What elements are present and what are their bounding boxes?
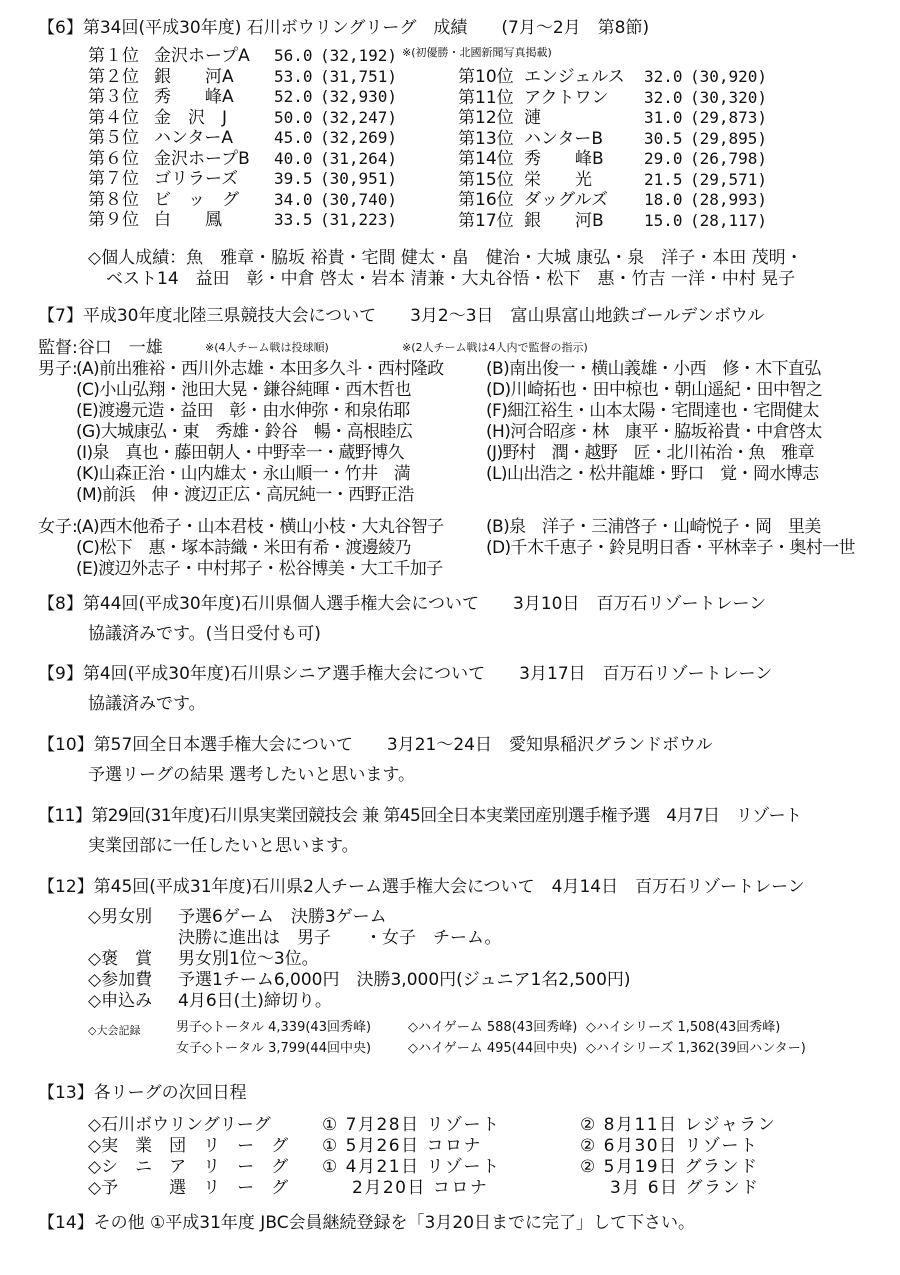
section-6 [0, 18, 900, 290]
record-women-high-series: ◇ハイシリーズ 1,362(39回ハンター) [586, 1041, 806, 1056]
record-men-high-game: ◇ハイゲーム 588(43回秀峰) [408, 1020, 578, 1035]
schedule-second: ② 8月11日 レジャラン [580, 1115, 777, 1135]
team-entry: (A)前出雅裕・西川外志雄・本田多久斗・西村隆政 [76, 359, 444, 379]
standing-team: 銀 河A [154, 66, 234, 87]
standings-left [88, 46, 418, 231]
standing-pins: (30,740) [320, 189, 398, 209]
record-men-high-series: ◇ハイシリーズ 1,508(43回秀峰) [586, 1020, 781, 1035]
standing-team: 金沢ホープB [154, 148, 250, 169]
section-11 [0, 806, 900, 857]
schedule-row [0, 1157, 900, 1178]
section-13-header: 【13】各リーグの次回日程 [38, 1083, 247, 1103]
league-schedule [0, 1115, 900, 1199]
schedule-second: 3月 6日 グランド [610, 1178, 760, 1198]
standing-rank: 第４位 [88, 107, 139, 128]
schedule-row [0, 1136, 900, 1157]
schedule-league: ◇シ ニ ア リ ー グ [88, 1157, 289, 1177]
standing-team: ハンターB [524, 128, 603, 149]
team-entry: (B)南出俊一・横山義雄・小西 修・木下直弘 [486, 359, 821, 379]
standing-row [88, 46, 418, 67]
team-entry: (J)野村 潤・越野 匠・北川祐治・魚 雅章 [486, 443, 815, 463]
standing-rank: 第９位 [88, 210, 139, 230]
standing-rank: 第１位 [88, 46, 139, 66]
team-entry: (K)山森正治・山内雄太・永山順一・竹井 満 [76, 464, 411, 484]
detail-text: 4月6日(土)締切り。 [178, 991, 332, 1011]
section-9-header: 【9】第4回(平成30年度)石川県シニア選手権大会について 3月17日 百万石リゾートレーン [38, 664, 773, 684]
standing-row [88, 108, 418, 129]
team-entry: (D)川崎拓也・田中椋也・朝山遥紀・田中智之 [486, 380, 823, 400]
standing-team: ダッグルズ [524, 190, 608, 210]
men-teams-left [76, 359, 444, 506]
schedule-first: ① 7月28日 リゾート [322, 1115, 501, 1135]
individual-results-line1: ◇個人成績：魚 雅章・脇坂 裕貴・宅間 健太・畠 健治・大城 康弘・泉 洋子・本田 茂明・ [88, 248, 803, 268]
standing-row [458, 129, 788, 150]
director: 監督:谷口 一雄 [38, 338, 163, 358]
section-6-header: 【6】第34回(平成30年度) 石川ボウリングリーグ 成績 (7月～2月 第8節) [38, 18, 650, 38]
section-12-header: 【12】第45回(平成31年度)石川県2人チーム選手権大会について 4月14日 百万石リゾートレーン [38, 877, 805, 897]
standing-rank: 第５位 [88, 128, 139, 148]
standing-score: 18.0 [644, 190, 683, 209]
standing-row [88, 169, 418, 190]
team-entry: (E)渡辺外志子・中村邦子・松谷博美・大工千加子 [76, 559, 443, 579]
team-entry: (M)前浜 伸・渡辺正広・高尻純一・西野正浩 [76, 485, 414, 505]
standing-score: 31.0 [644, 108, 683, 127]
standing-team: 銀 河B [524, 210, 604, 231]
standings-right [458, 67, 788, 231]
standing-score: 15.0 [644, 210, 683, 230]
team-entry: (C)小山弘翔・池田大晃・鎌谷純暉・西木哲也 [76, 380, 411, 400]
detail-label: ◇褒 賞 [88, 949, 153, 969]
record-women-total: 女子◇トータル 3,799(44回中央) [176, 1041, 372, 1056]
team-entry: (L)山出浩之・松井龍雄・野口 覚・岡水博志 [486, 464, 819, 484]
standing-rank: 第８位 [88, 189, 139, 210]
section-7 [0, 306, 900, 581]
standing-pins: (32,247) [320, 107, 398, 127]
standing-rank: 第12位 [458, 108, 514, 128]
team-entry: (G)大城康弘・東 秀雄・鈴谷 暢・高根睦広 [76, 422, 413, 442]
section-12 [0, 877, 900, 1064]
standing-team: 金沢ホープA [154, 46, 250, 66]
standing-score: 45.0 [274, 128, 313, 147]
director-note-1: ※(4人チーム戦は投球順) [205, 341, 329, 354]
team-entry: (H)河合昭彦・林 康平・脇坂裕貴・中倉啓太 [486, 422, 822, 442]
standing-rank: 第17位 [458, 210, 514, 231]
detail-label: ◇男女別 [88, 907, 153, 927]
standing-team: エンジェルス [524, 67, 625, 87]
team-entry: (A)西木他希子・山本君枝・横山小枝・大丸谷智子 [76, 517, 444, 537]
standing-pins: (29,895) [690, 128, 768, 148]
detail-row [0, 928, 900, 949]
standing-score: 34.0 [274, 189, 313, 209]
standing-score: 40.0 [274, 148, 313, 168]
standing-row [88, 149, 418, 170]
team-entry: (E)渡邊元造・益田 彰・由水伸弥・和泉佑耶 [76, 401, 410, 421]
standing-pins: (28,117) [690, 210, 768, 230]
record-women-high-game: ◇ハイゲーム 495(44回中央) [408, 1041, 578, 1056]
standing-row [458, 149, 788, 170]
section-11-header: 【11】第29回(31年度)石川県実業団競技会 兼 第45回全日本実業団産別選手権予選 4月7日 リゾート [38, 806, 802, 826]
standing-rank: 第11位 [458, 87, 514, 108]
standing-rank: 第７位 [88, 169, 139, 189]
standing-score: 52.0 [274, 87, 313, 106]
women-label: 女子: [38, 517, 78, 537]
standing-rank: 第２位 [88, 66, 139, 87]
standing-row [458, 190, 788, 211]
section-11-body: 実業団部に一任したいと思います。 [88, 836, 359, 856]
standing-pins: (31,264) [320, 148, 398, 168]
schedule-first: 2月20日 コロナ [352, 1178, 489, 1198]
section-14-header: 【14】その他 ①平成31年度 JBC会員継続登録を「3月20日までに完了」して下さい。 [38, 1213, 696, 1233]
standing-pins: (31,751) [320, 66, 398, 86]
detail-row [0, 970, 900, 991]
detail-text: 男女別1位～3位。 [178, 949, 319, 969]
standing-pins: (32,192) [320, 46, 398, 65]
team-entry: (I)泉 真也・藤田朝人・中野幸一・蔵野博久 [76, 443, 405, 463]
section-9-body: 協議済みです。 [88, 694, 206, 714]
standing-row [88, 87, 418, 108]
section-10-body: 予選リーグの結果 選考したいと思います。 [88, 765, 416, 785]
standing-score: 56.0 [274, 46, 313, 65]
schedule-first: ① 4月21日 リゾート [322, 1157, 501, 1177]
standing-pins: (30,951) [320, 169, 398, 188]
standing-row [458, 108, 788, 129]
standing-team: ゴリラーズ [154, 169, 239, 189]
standing-team: アクトワン [524, 87, 609, 108]
schedule-first: ① 5月26日 コロナ [322, 1136, 482, 1156]
standing-rank: 第16位 [458, 190, 514, 210]
standing-pins: (32,930) [320, 87, 398, 106]
standing-rank: 第６位 [88, 148, 139, 169]
detail-row [0, 949, 900, 970]
standing-pins: (26,798) [690, 149, 768, 168]
standing-pins: (32,269) [320, 128, 398, 147]
section-8 [0, 594, 900, 645]
schedule-league: ◇実 業 団 リ ー グ [88, 1136, 289, 1156]
standing-pins: (31,223) [320, 210, 398, 229]
standing-team: ビ ッ グ [154, 189, 239, 210]
detail-label: ◇申込み [88, 991, 153, 1011]
standing-score: 33.5 [274, 210, 313, 229]
standing-row [88, 67, 418, 88]
standing-row [88, 190, 418, 211]
champion-note: ※(初優勝・北國新聞写真掲載) [402, 46, 552, 59]
schedule-row [0, 1178, 900, 1199]
schedule-second: ② 5月19日 グランド [580, 1157, 759, 1177]
detail-text: 予選6ゲーム 決勝3ゲーム [178, 907, 387, 927]
standing-team: 秀 峰B [524, 149, 604, 169]
standing-score: 30.5 [644, 128, 683, 148]
section-9 [0, 664, 900, 715]
record-men-total: 男子◇トータル 4,339(43回秀峰) [176, 1020, 372, 1035]
standing-pins: (29,571) [690, 169, 768, 189]
standing-row [88, 128, 418, 149]
detail-text: 予選1チーム6,000円 決勝3,000円(ジュニア1名2,500円) [178, 970, 631, 990]
standing-score: 50.0 [274, 107, 313, 127]
detail-label: ◇参加費 [88, 970, 153, 990]
schedule-league: ◇予 選 リ ー グ [88, 1178, 289, 1198]
standing-team: ハンターA [154, 128, 233, 148]
section-7-header: 【7】平成30年度北陸三県競技大会について 3月2～3日 富山県富山地鉄ゴールデンボウル [38, 306, 765, 326]
section-8-body: 協議済みです。(当日受付も可) [88, 624, 321, 644]
standing-score: 29.0 [644, 149, 683, 168]
standing-row [458, 170, 788, 191]
women-teams-right [486, 517, 855, 559]
section-10-header: 【10】第57回全日本選手権大会について 3月21～24日 愛知県稲沢グランドボウル [38, 735, 713, 755]
women-teams-left [76, 517, 444, 580]
standing-row [458, 67, 788, 88]
team-entry: (D)千木千恵子・鈴見明日香・平林幸子・奥村一世 [486, 538, 855, 558]
standing-team: 栄 光 [524, 169, 592, 190]
detail-row [0, 907, 900, 928]
standing-score: 21.5 [644, 169, 683, 189]
standing-pins: (29,873) [690, 108, 768, 127]
team-entry: (B)泉 洋子・三浦啓子・山崎悦子・岡 里美 [486, 517, 821, 537]
section-13 [0, 1083, 900, 1199]
standing-rank: 第10位 [458, 67, 514, 87]
tournament-records [0, 1020, 900, 1064]
standing-team: 金 沢 J [154, 107, 228, 128]
section-8-header: 【8】第44回(平成30年度)石川県個人選手権大会について 3月10日 百万石リゾートレーン [38, 594, 767, 614]
tournament-details [0, 907, 900, 1012]
schedule-row [0, 1115, 900, 1136]
standing-team: 白 鳳 [154, 210, 222, 230]
standing-pins: (30,320) [690, 87, 768, 107]
standing-pins: (30,920) [690, 67, 768, 86]
standing-team: 秀 峰A [154, 87, 234, 107]
standing-score: 39.5 [274, 169, 313, 188]
detail-text: 決勝に進出は 男子 ・女子 チーム。 [178, 928, 502, 948]
individual-results-line2: ベスト14 益田 彰・中倉 啓太・岩本 清兼・大丸谷悟・松下 惠・竹吉 一洋・中村 晃子 [106, 269, 796, 289]
team-entry: (F)細江裕生・山本太陽・宅間達也・宅間健太 [486, 401, 819, 421]
section-14 [0, 1213, 900, 1239]
director-note-2: ※(2人チーム戦は4人内で監督の指示) [402, 341, 588, 354]
standing-row [458, 211, 788, 232]
schedule-league: ◇石川ボウリングリーグ [88, 1115, 271, 1135]
men-teams-right [486, 359, 822, 485]
standing-team: 漣 [524, 108, 541, 128]
team-entry: (C)松下 惠・塚本詩織・米田有希・渡邊綾乃 [76, 538, 411, 558]
standing-rank: 第３位 [88, 87, 139, 107]
schedule-second: ② 6月30日 リゾート [580, 1136, 759, 1156]
standing-rank: 第14位 [458, 149, 514, 169]
standing-row [88, 210, 418, 231]
records-label: ◇大会記録 [88, 1024, 141, 1037]
standing-score: 32.0 [644, 87, 683, 107]
standing-rank: 第13位 [458, 128, 514, 149]
standing-pins: (28,993) [690, 190, 768, 209]
standing-row [458, 88, 788, 109]
standing-rank: 第15位 [458, 169, 514, 190]
section-10 [0, 735, 900, 786]
detail-row [0, 991, 900, 1012]
standing-score: 53.0 [274, 66, 313, 86]
standing-score: 32.0 [644, 67, 683, 86]
men-label: 男子: [38, 359, 78, 379]
